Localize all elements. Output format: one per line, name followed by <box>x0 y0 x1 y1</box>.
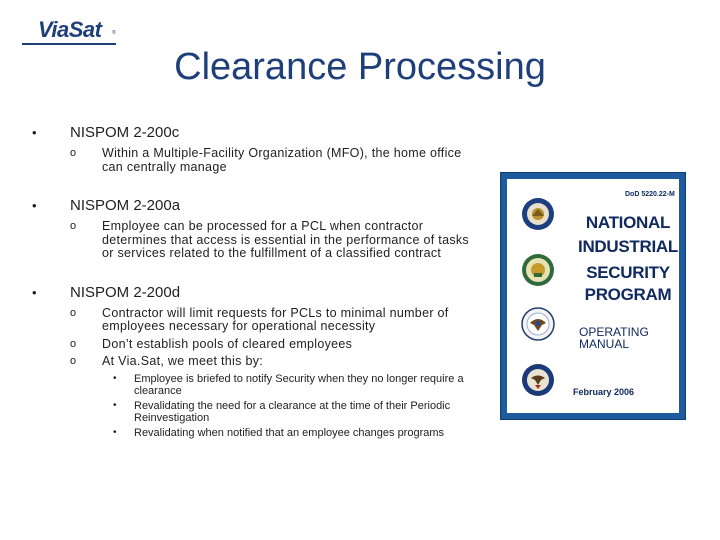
list-item-text: At Via.Sat, we meet this by: <box>102 354 264 368</box>
list-item-text: Contractor will limit requests for PCLs to minimal number of employees necessary for operational necessity <box>102 305 449 333</box>
cover-title-line: SECURITY <box>586 263 670 282</box>
bullet-content <box>32 124 482 439</box>
sub-list-item <box>102 373 482 397</box>
bullet-l3: • <box>113 399 117 411</box>
section-heading <box>32 197 482 215</box>
sub-list-item-text: Revalidating when notified that an employee changes programs <box>134 426 445 439</box>
page-title: Clearance Processing <box>174 46 546 88</box>
logo-trademark: ® <box>112 30 116 36</box>
bullet-l2: o <box>70 337 77 350</box>
cia-seal-icon <box>521 363 555 397</box>
cover-title-line: NATIONAL <box>585 213 671 232</box>
section-heading <box>32 284 482 302</box>
list-item <box>70 220 482 261</box>
bullet-l3: • <box>113 372 117 384</box>
cover-title-line: INDUSTRIAL <box>578 237 678 256</box>
cover-doc-number: DoD 5220.22-M <box>625 191 675 198</box>
cover-date: February 2006 <box>573 387 635 397</box>
bullet-l3: • <box>113 426 117 438</box>
list-item-text: Employee can be processed for a PCL when contractor determines that access is essential in the performance of tasks or services related to the fulfillment of a classified contract <box>102 219 469 260</box>
nrc-seal-icon <box>521 307 555 341</box>
bullet-l1: • <box>32 198 37 213</box>
bullet-l2: o <box>70 147 77 159</box>
list-item-text: Within a Multiple-Facility Organization (MFO), the home office can centrally manage <box>102 146 462 174</box>
sub-list-item-text: Employee is briefed to notify Security when they no longer require a clearance <box>134 372 464 397</box>
viasat-logo <box>38 18 118 44</box>
logo-text: ViaSat <box>38 17 102 42</box>
list-item <box>70 147 482 174</box>
bullet-l2: o <box>70 306 77 319</box>
dod-seal-icon <box>521 197 555 231</box>
list-item-text: Don’t establish pools of cleared employees <box>102 336 353 351</box>
bullet-l2: o <box>70 355 77 367</box>
list-item <box>70 355 482 369</box>
bullet-l2: o <box>70 220 77 232</box>
doe-seal-icon <box>521 253 555 287</box>
sub-list-item <box>102 427 482 439</box>
bullet-l1: • <box>32 284 37 300</box>
list-item <box>70 338 482 352</box>
nispom-manual-cover <box>500 172 686 420</box>
sub-list-item-text: Revalidating the need for a clearance at the time of their Periodic Reinvestigation <box>134 399 451 424</box>
cover-subtitle-line: MANUAL <box>579 337 630 351</box>
bullet-l1: • <box>32 125 37 140</box>
cover-panel <box>507 179 679 413</box>
section-heading <box>32 124 482 142</box>
sub-list-item <box>102 400 482 424</box>
section-heading-text: NISPOM 2-200d <box>70 283 181 301</box>
section-heading-text: NISPOM 2-200a <box>70 197 181 214</box>
cover-title-line: PROGRAM <box>584 285 672 304</box>
cover-subtitle-line: OPERATING <box>579 325 649 339</box>
list-item <box>70 307 482 334</box>
section-heading-text: NISPOM 2-200c <box>70 124 180 141</box>
